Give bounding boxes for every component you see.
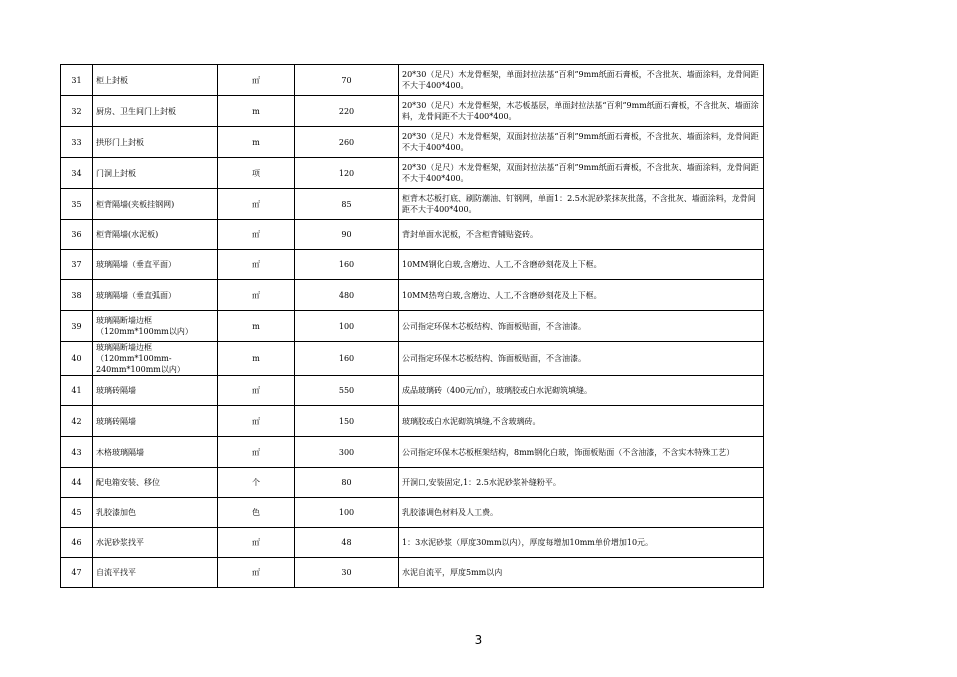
item-name: 水泥砂浆找平 (93, 528, 218, 558)
item-price: 100 (295, 311, 399, 342)
item-price: 260 (295, 127, 399, 158)
item-description: 公司指定环保木芯板框架结构，8mm钢化白玻，饰面板贴面（不含油漆，不含实木特殊工艺） (399, 437, 764, 468)
table-row (61, 96, 764, 127)
item-name: 自流平找平 (93, 558, 218, 588)
table-row (61, 558, 764, 588)
item-number: 44 (61, 468, 93, 498)
item-description: 20*30（足尺）木龙骨框架，双面封拉法基“百利”9mm纸面石膏板，不含批灰、墙面涂料，龙骨间距不大于400*400。 (399, 127, 764, 158)
table-row (61, 65, 764, 96)
item-name: 柜上封板 (93, 65, 218, 96)
item-description: 背封单面水泥板，不含柜背铺贴瓷砖。 (399, 220, 764, 250)
item-description: 开洞口,安装固定,1：2.5水泥砂浆补缝粉平。 (399, 468, 764, 498)
item-number: 32 (61, 96, 93, 127)
table-row (61, 342, 764, 376)
table-row (61, 158, 764, 189)
item-name: 柜背隔墙(夹板挂钢网) (93, 189, 218, 220)
item-price: 220 (295, 96, 399, 127)
item-name: 乳胶漆加色 (93, 498, 218, 528)
item-price: 300 (295, 437, 399, 468)
item-unit: ㎡ (218, 189, 295, 220)
item-price: 70 (295, 65, 399, 96)
item-number: 45 (61, 498, 93, 528)
item-unit: 色 (218, 498, 295, 528)
item-price: 150 (295, 406, 399, 437)
item-unit: ㎡ (218, 558, 295, 588)
item-description: 10MM热弯白玻,含磨边、人工,不含磨砂刻花及上下框。 (399, 280, 764, 311)
item-unit: m (218, 311, 295, 342)
item-description: 20*30（足尺）木龙骨框架，双面封拉法基“百利”9mm纸面石膏板，不含批灰、墙面涂料，龙骨间距不大于400*400。 (399, 158, 764, 189)
item-unit: m (218, 342, 295, 376)
item-name: 门洞上封板 (93, 158, 218, 189)
item-unit: m (218, 127, 295, 158)
table-row (61, 406, 764, 437)
item-name: 木格玻璃隔墙 (93, 437, 218, 468)
item-name: 配电箱安装、移位 (93, 468, 218, 498)
item-number: 35 (61, 189, 93, 220)
item-name: 玻璃隔断墙边框（120mm*100mm以内） (93, 311, 218, 342)
table-row (61, 189, 764, 220)
item-price: 120 (295, 158, 399, 189)
item-unit: ㎡ (218, 437, 295, 468)
item-name: 柜背隔墙(水泥板) (93, 220, 218, 250)
page-number: 3 (474, 633, 483, 647)
item-description: 1：3水泥砂浆（厚度30mm以内），厚度每增加10mm单价增加10元。 (399, 528, 764, 558)
item-description: 10MM钢化白玻,含磨边、人工,不含磨砂刻花及上下框。 (399, 250, 764, 280)
item-price: 100 (295, 498, 399, 528)
item-unit: ㎡ (218, 528, 295, 558)
item-unit: m (218, 96, 295, 127)
item-price: 160 (295, 250, 399, 280)
table-row (61, 127, 764, 158)
item-number: 38 (61, 280, 93, 311)
table-row (61, 311, 764, 342)
item-number: 36 (61, 220, 93, 250)
item-description: 成品玻璃砖（400元/㎡），玻璃胶或白水泥砌筑填缝。 (399, 376, 764, 406)
item-number: 40 (61, 342, 93, 376)
item-description: 20*30（足尺）木龙骨框架，单面封拉法基“百利”9mm纸面石膏板，不含批灰、墙面涂料，龙骨间距不大于400*400。 (399, 65, 764, 96)
item-number: 47 (61, 558, 93, 588)
item-price: 480 (295, 280, 399, 311)
item-number: 42 (61, 406, 93, 437)
table-row (61, 468, 764, 498)
item-price: 550 (295, 376, 399, 406)
item-number: 41 (61, 376, 93, 406)
item-description: 公司指定环保木芯板结构、饰面板贴面，不含油漆。 (399, 342, 764, 376)
table-row (61, 528, 764, 558)
item-number: 37 (61, 250, 93, 280)
table-row (61, 498, 764, 528)
table-row (61, 376, 764, 406)
pricing-table (60, 64, 764, 588)
item-name: 玻璃隔墙（垂直平面） (93, 250, 218, 280)
item-price: 30 (295, 558, 399, 588)
item-unit: ㎡ (218, 376, 295, 406)
item-number: 31 (61, 65, 93, 96)
item-price: 90 (295, 220, 399, 250)
item-unit: 个 (218, 468, 295, 498)
item-price: 160 (295, 342, 399, 376)
item-price: 85 (295, 189, 399, 220)
item-description: 乳胶漆调色材料及人工费。 (399, 498, 764, 528)
item-description: 水泥自流平，厚度5mm以内 (399, 558, 764, 588)
item-description: 20*30（足尺）木龙骨框架，木芯板基层，单面封拉法基“百利”9mm纸面石膏板，不含批灰、墙面涂料，龙骨间距不大于400*400。 (399, 96, 764, 127)
item-price: 80 (295, 468, 399, 498)
item-name: 厨房、卫生间门上封板 (93, 96, 218, 127)
item-unit: ㎡ (218, 280, 295, 311)
item-name: 玻璃隔墙（垂直弧面） (93, 280, 218, 311)
table-row (61, 437, 764, 468)
item-description: 玻璃胶或白水泥砌筑填缝,不含玻璃砖。 (399, 406, 764, 437)
item-description: 公司指定环保木芯板结构、饰面板贴面，不含油漆。 (399, 311, 764, 342)
item-unit: ㎡ (218, 250, 295, 280)
item-number: 46 (61, 528, 93, 558)
item-number: 34 (61, 158, 93, 189)
item-name: 拱形门上封板 (93, 127, 218, 158)
table-body (61, 65, 764, 588)
item-number: 33 (61, 127, 93, 158)
item-unit: ㎡ (218, 65, 295, 96)
item-name: 玻璃隔断墙边框（120mm*100mm-240mm*100mm以内） (93, 342, 218, 376)
item-price: 48 (295, 528, 399, 558)
table-row (61, 220, 764, 250)
item-number: 43 (61, 437, 93, 468)
item-name: 玻璃砖隔墙 (93, 406, 218, 437)
item-unit: ㎡ (218, 220, 295, 250)
item-unit: ㎡ (218, 406, 295, 437)
table-row (61, 250, 764, 280)
table-row (61, 280, 764, 311)
item-unit: 项 (218, 158, 295, 189)
item-number: 39 (61, 311, 93, 342)
item-name: 玻璃砖隔墙 (93, 376, 218, 406)
item-description: 柜背木芯板打底、刷防潮油、钉钢网，单面1：2.5水泥砂浆抹灰批荡，不含批灰、墙面涂料，龙骨间距不大于400*400。 (399, 189, 764, 220)
